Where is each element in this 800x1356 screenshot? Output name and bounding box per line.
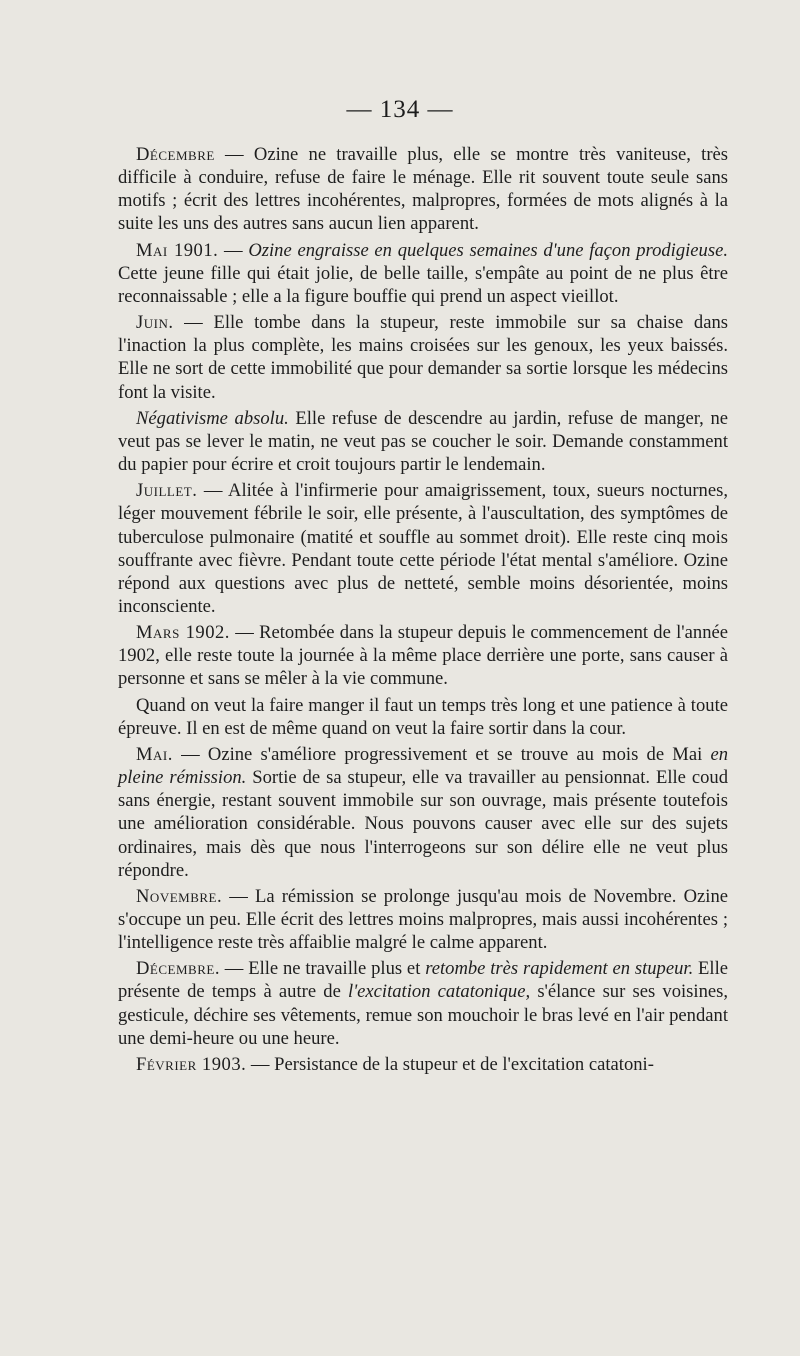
paragraph-mars-1902 (118, 621, 728, 690)
paragraph-juin (118, 311, 728, 404)
entry-text: Elle ne travaille plus et (248, 958, 426, 980)
entry-separator: — (222, 885, 255, 907)
entry-text: Alitée à l'infirmerie pour amaigrissement, toux, sueurs nocturnes, léger mouvement fébrile le soir, elle présente, à l'auscultation, des symptômes de tuberculose pulmonaire (matité et souffle au sommet droit). Elle reste cinq mois souffrante avec fièvre. Pendant toute cette période l'état mental s'améliore. Ozine répond aux questions avec plus de netteté, semble moins désorientée, moins inconsciente. (118, 480, 728, 617)
body-text (118, 143, 728, 1076)
paragraph-decembre-1900 (118, 143, 728, 236)
entry-text: La rémission se prolonge jusqu'au mois de Novembre. Ozine s'occupe un peu. Elle écrit des lettres moins malpropres, mais aussi incohérentes ; l'intelligence reste très affaiblie malgré le calme apparent. (118, 885, 728, 954)
paragraph-decembre-1902 (118, 957, 728, 1050)
page-number: — 134 — (346, 96, 454, 123)
entry-text: Elle tombe dans la stupeur, reste immobile sur sa chaise dans l'inaction la plus complète, les mains croisées sur les genoux, les yeux baissés. Elle ne sort de cette immobilité que pour demander sa sortie lorsque les médecins font la visite. (118, 312, 728, 403)
entry-date: Novembre. (136, 885, 223, 907)
entry-separator: — (214, 144, 254, 165)
paragraph-juillet (118, 479, 728, 618)
entry-separator: — (246, 1053, 275, 1075)
paragraph-negativisme (118, 407, 728, 476)
entry-emphasis: Ozine engraisse en quelques semaines d'une façon prodigieuse. (248, 239, 728, 261)
entry-text: Quand on veut la faire manger il faut un temps très long et une patience à toute épreuve. Il en est de même quand on veut la faire sortir dans la cour. (118, 694, 728, 739)
entry-date: Février 1903. (136, 1053, 247, 1075)
paragraph-novembre (118, 885, 728, 954)
entry-text: Ozine ne travaille plus, elle se montre très vaniteuse, très difficile à conduire, refuse de faire le ménage. Elle rit souvent toute seule sans motifs ; écrit des lettres incohérentes, malpropres, formées de mots alignés à la suite les uns des autres sans aucun lien apparent. (118, 144, 729, 235)
entry-separator: — (197, 480, 229, 502)
entry-separator: — (219, 958, 249, 980)
entry-text: Ozine s'améliore progressivement et se trouve au mois de Mai (207, 743, 711, 765)
entry-text: Sortie de sa stupeur, elle va travailler au pensionnat. Elle coud sans énergie, restant souvent immobile sur son ouvrage, mais présente toutefois une amélioration considérable. Nous pouvons causer avec elle sur des sujets ordinaires, mais dès que nous l'interrogeons sur son délire elle ne veut plus répondre. (118, 767, 728, 881)
entry-emphasis: l'excitation catatonique, (348, 981, 531, 1003)
entry-text: Retombée dans la stupeur depuis le commencement de l'année 1902, elle reste toute la journée à la même place derrière une porte, sans causer à personne et sans se mêler à la vie commune. (118, 622, 729, 690)
entry-separator: — (172, 743, 208, 765)
entry-separator: — (173, 312, 214, 334)
entry-text: Cette jeune fille qui était jolie, de belle taille, s'empâte au point de ne plus être reconnaissable ; elle a la figure bouffie qui prend un aspect vieillot. (118, 262, 728, 307)
entry-date: Décembre. (136, 958, 220, 980)
paragraph-fevrier-1903 (118, 1053, 728, 1076)
entry-emphasis: retombe très rapidement en stupeur. (425, 958, 694, 980)
entry-date: Mai. (136, 743, 173, 765)
entry-date: Juin. (136, 312, 174, 334)
entry-emphasis: en pleine rémission. (118, 743, 728, 789)
paragraph-mai-1902 (118, 743, 728, 882)
entry-text: Elle présente de temps à autre de (118, 958, 729, 1003)
entry-text: s'élance sur ses voisines, gesticule, déchire ses vêtements, remue son mouchoir le bras levé en l'air pendant une demi-heure ou une heure. (118, 981, 729, 1049)
entry-date: Juillet. (136, 480, 198, 502)
entry-separator: — (229, 622, 260, 644)
entry-emphasis: Négativisme absolu. (136, 407, 289, 429)
entry-date: Mars 1902. (136, 622, 230, 644)
entry-text: Elle refuse de descendre au jardin, refuse de manger, ne veut pas se lever le matin, ne veut pas se coucher le soir. Demande constamment du papier pour écrire et croit toujours partir le lendemain. (118, 407, 728, 476)
paragraph-mai-1901 (118, 239, 728, 308)
entry-date: Décembre (136, 144, 215, 165)
paragraph-quand-on-veut (118, 694, 728, 740)
entry-text: Persistance de la stupeur et de l'excitation catatoni- (274, 1053, 654, 1075)
entry-separator: — (218, 239, 249, 261)
entry-date: Mai 1901. (136, 239, 219, 261)
